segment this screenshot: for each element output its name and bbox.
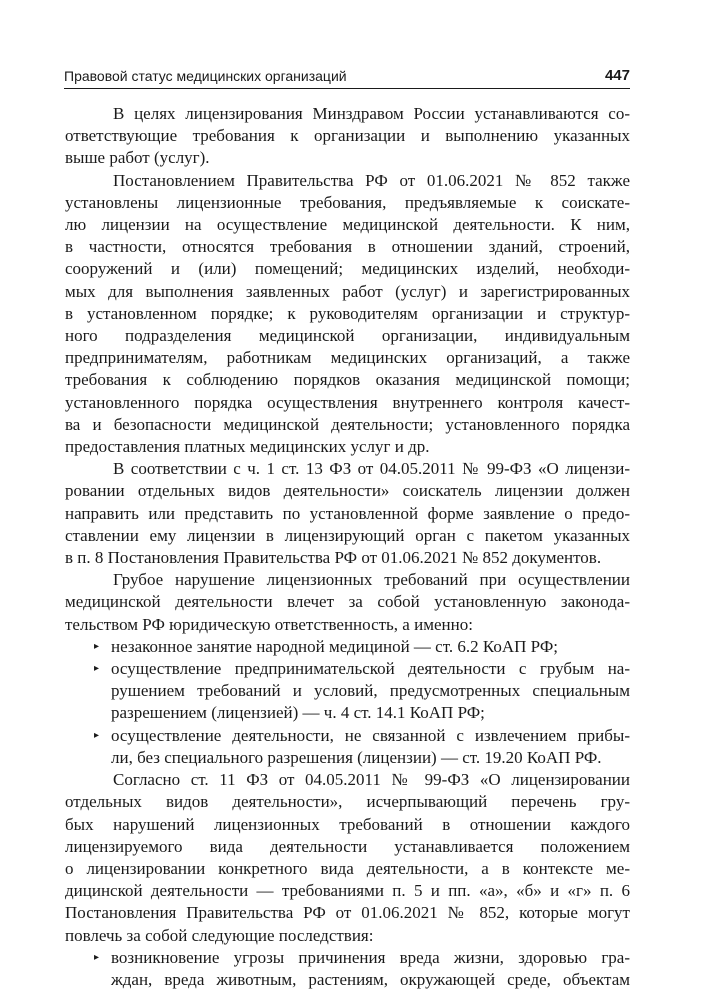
text-line: о лицензировании конкретного вида деятельности, а в контексте ме- [65,858,630,878]
text-line: установлены лицензионные требования, предъявляемые к соискате- [65,192,630,212]
text-line: разрешением (лицензией) — ч. 4 ст. 14.1 КоАП РФ; [111,703,485,723]
text-line: установленного порядка осуществления внутреннего контроля качест- [65,392,630,412]
list-item [89,658,630,725]
text-line: медицинской деятельности влечет за собой установленную законода- [65,592,630,612]
text-line: незаконное занятие народной медициной — ст. 6.2 КоАП РФ; [111,636,558,656]
text-line: ответствующие требования к организации и выполнению указанных [65,126,630,146]
text-line: в установленном порядке; к руководителям организации и структур- [65,303,630,323]
text-line: направить или представить по установленной форме заявление о предо- [65,503,630,523]
running-header [64,66,630,89]
text-line: ли, без специального разрешения (лицензии) — ст. 19.20 КоАП РФ. [111,747,602,767]
page-body [65,103,630,991]
bullet-icon: ▸ [94,729,100,741]
list-item [89,947,630,991]
text-line: Постановления Правительства РФ от 01.06.2021 № 852, которые могут [65,903,630,923]
text-line: Грубое нарушение лицензионных требований при осуществлении [113,570,630,590]
paragraph [65,569,630,636]
bullet-icon: ▸ [94,663,100,675]
list-item [89,725,630,769]
text-line: рушением требований и условий, предусмотренных специальным [111,681,630,701]
text-line: выше работ (услуг). [65,148,210,168]
text-line: осуществление деятельности, не связанной с извлечением прибы- [111,725,630,745]
text-line: возникновение угрозы причинения вреда жизни, здоровью гра- [111,947,630,967]
text-line: ждан, вреда животным, растениям, окружающей среде, объектам [111,969,630,989]
text-line: ного подразделения медицинской организации, индивидуальным [65,326,630,346]
paragraph [65,769,630,947]
text-line: ставлении ему лицензии в лицензирующий орган с пакетом указанных [65,525,630,545]
text-line: мых для выполнения заявленных работ (услуг) и зарегистрированных [65,281,630,301]
paragraph [65,103,630,170]
list-item [89,636,630,658]
text-line: тельством РФ юридическую ответственность, а именно: [65,614,473,634]
header-title: Правовой статус медицинских организаций [64,68,347,84]
bullet-icon: ▸ [94,951,100,963]
text-line: лицензируемого вида деятельности устанавливается положением [65,836,630,856]
text-line: требования к соблюдению порядков оказания медицинской помощи; [65,370,630,390]
page-number: 447 [604,67,630,84]
text-line: предоставления платных медицинских услуг и др. [65,437,430,457]
text-line: в частности, относятся требования в отношении зданий, строений, [65,237,630,257]
text-line: повлечь за собой следующие последствия: [65,925,374,945]
text-line: ва и безопасности медицинской деятельности; установленного порядка [65,414,630,434]
text-line: В целях лицензирования Минздравом России устанавливаются со- [113,104,630,123]
text-line: В соответствии с ч. 1 ст. 13 ФЗ от 04.05.2011 № 99-ФЗ «О лицензи- [113,459,630,479]
text-line: бых нарушений лицензионных требований в отношении каждого [65,814,630,834]
text-line: сооружений и (или) помещений; медицинских изделий, необходи- [65,259,630,279]
text-line: ровании отдельных видов деятельности» соискатель лицензии должен [65,481,630,501]
text-line: Постановлением Правительства РФ от 01.06.2021 № 852 также [113,170,630,190]
text-line: в п. 8 Постановления Правительства РФ от 01.06.2021 № 852 документов. [65,548,602,568]
bullet-icon: ▸ [94,640,100,652]
text-line: Согласно ст. 11 ФЗ от 04.05.2011 № 99-ФЗ «О лицензировании [113,770,630,790]
text-line: лю лицензии на осуществление медицинской деятельности. К ним, [65,215,630,235]
paragraph [65,170,630,459]
text-line: осуществление предпринимательской деятельности с грубым на- [111,659,630,679]
text-line: предпринимателям, работникам медицинских организаций, а также [65,348,630,368]
text-line: дицинской деятельности — требованиями п. 5 и пп. «а», «б» и «г» п. 6 [65,881,630,901]
paragraph [65,458,630,569]
text-line: отдельных видов деятельности», исчерпывающий перечень гру- [65,792,630,812]
